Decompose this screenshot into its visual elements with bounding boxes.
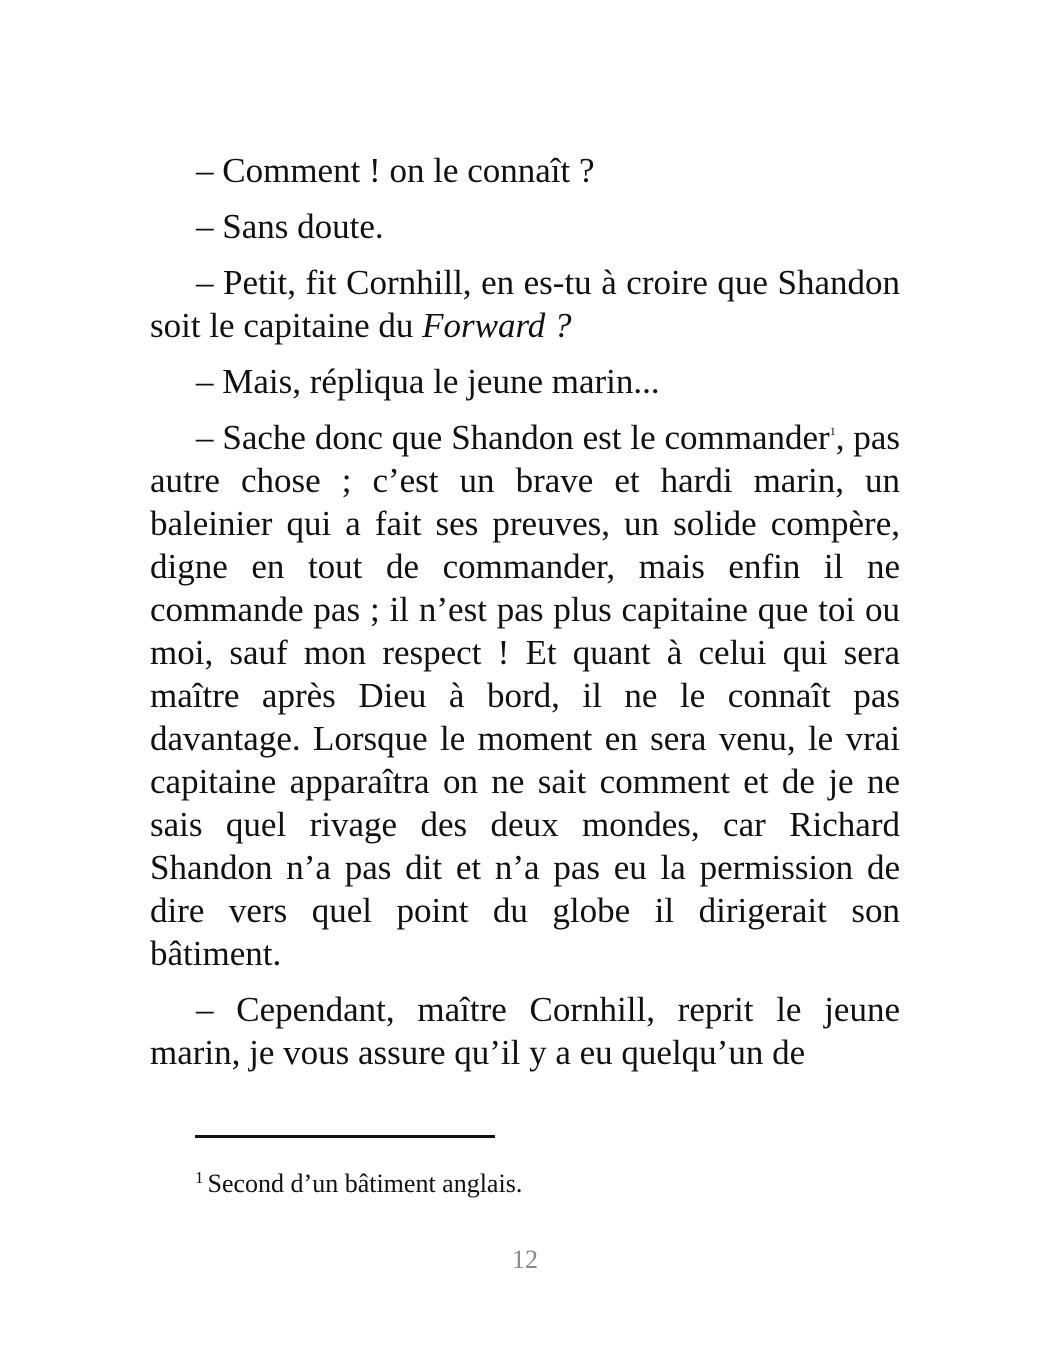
ship-name: Forward ? [422,306,572,345]
paragraph-dialogue-4: – Mais, répliqua le jeune marin... [196,362,660,401]
paragraph-text-continued: , pas autre chose ; c’est un brave et hardi marin, un baleinier qui a fait ses preuves, un solide compère, digne en tout de commander, mais enfin il ne commande pas ; il n’est pas plus capitaine que toi ou moi, sauf mon respect ! Et quant à celui qui sera maître après Dieu à bord, il ne le connaît pas davantage. Lorsque le moment en sera venu, le vrai capitaine apparaîtra on ne sait comment et de je ne sais quel rivage des deux mondes, car Richard Shandon n’a pas dit et n’a pas eu la permission de dire vers quel point du globe il dirigerait son bâtiment. [150,418,901,973]
paragraph-text: – Petit, fit Cornhill, en es-tu à croire que Shandon soit le capitaine du [150,263,900,345]
footnote [195,1168,522,1200]
footnote-number: 1 [195,1168,204,1187]
footnote-text: Second d’un bâtiment anglais. [207,1169,523,1198]
paragraph-dialogue-5 [150,416,900,975]
paragraph-dialogue-6: – Cependant, maître Cornhill, reprit le jeune marin, je vous assure qu’il y a eu quelqu’un de [150,990,900,1072]
paragraph-dialogue-2: – Sans doute. [196,207,384,246]
footnote-divider [195,1135,495,1138]
paragraph-dialogue-1: – Comment ! on le connaît ? [196,151,595,190]
page-number: 12 [512,1245,538,1274]
page-body [150,149,900,1087]
footnote-reference[interactable]: 1 [829,424,836,438]
paragraph-dialogue-3 [150,261,900,347]
paragraph-text: – Sache donc que Shandon est le commander [196,418,830,457]
